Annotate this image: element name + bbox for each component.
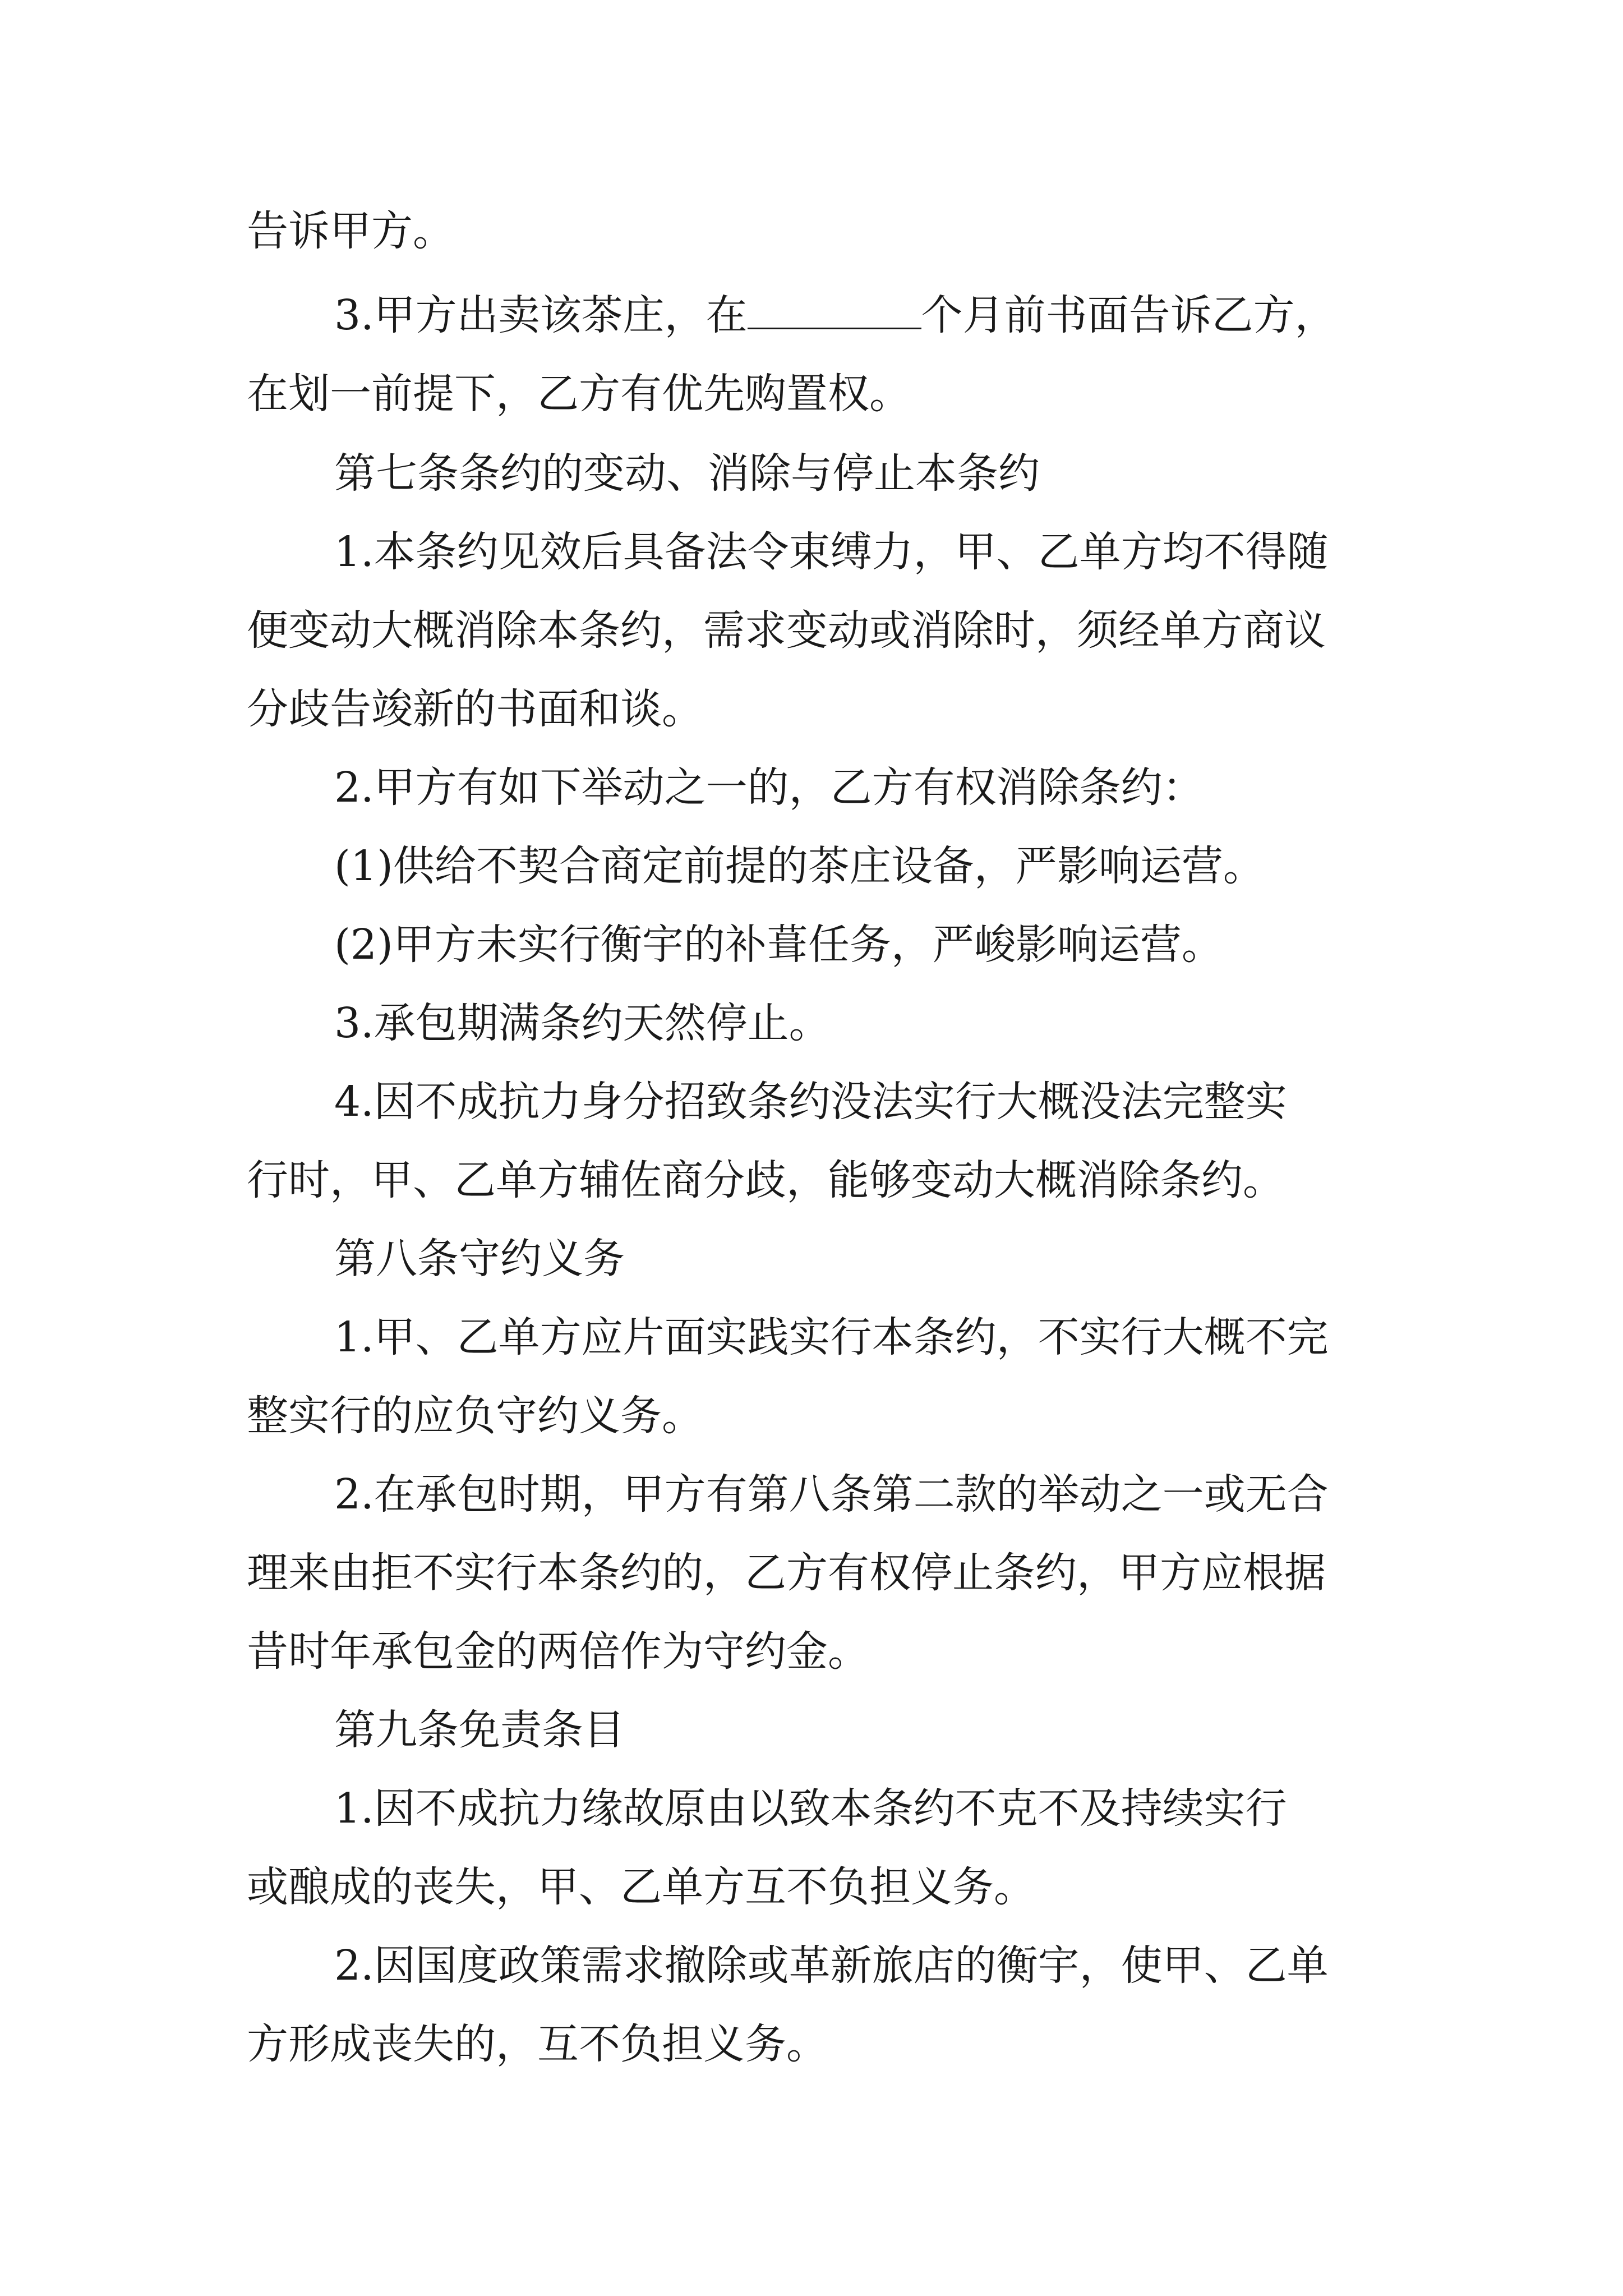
text-line: 2.甲方有如下举动之一的，乙方有权消除条约：	[334, 763, 1204, 812]
section-heading: 第九条免责条目	[334, 1706, 625, 1754]
text-segment: 个月前书面告诉乙方，	[921, 291, 1336, 339]
text-line: 在划一前提下，乙方有优先购置权。	[247, 370, 911, 418]
text-line: 方形成丧失的，互不负担义务。	[247, 2020, 828, 2068]
text-line	[334, 287, 1336, 343]
text-line: 2.在承包时期，甲方有第八条第二款的举动之一或无合	[334, 1470, 1329, 1519]
text-line: 2.因国度政策需求撤除或革新旅店的衡宇，使甲、乙单	[334, 1941, 1329, 1990]
text-segment: 3.甲方出卖该茶庄，在	[334, 291, 748, 339]
text-line: (1)供给不契合商定前提的茶庄设备，严影响运营。	[334, 842, 1265, 890]
text-line: 理来由拒不实行本条约的，乙方有权停止条约，甲方应根据	[247, 1549, 1326, 1597]
text-line: 便变动大概消除本条约，需求变动或消除时，须经单方商议	[247, 606, 1326, 655]
fill-in-blank[interactable]	[748, 294, 921, 329]
text-line: 1.本条约见效后具备法令束缚力，甲、乙单方均不得随	[334, 528, 1329, 576]
text-line: 昔时年承包金的两倍作为守约金。	[247, 1627, 869, 1676]
text-line: 告诉甲方。	[247, 207, 454, 255]
text-line: 1.因不成抗力缘故原由以致本条约不克不及持续实行	[334, 1784, 1287, 1833]
text-line: 3.承包期满条约天然停止。	[334, 999, 831, 1047]
section-heading: 第七条条约的变动、消除与停止本条约	[334, 449, 1040, 498]
text-line: (2)甲方未实行衡宇的补葺任务，严峻影响运营。	[334, 921, 1223, 969]
text-line: 分歧告竣新的书面和谈。	[247, 685, 703, 733]
text-line: 整实行的应负守约义务。	[247, 1392, 703, 1440]
text-line: 1.甲、乙单方应片面实践实行本条约，不实行大概不完	[334, 1313, 1329, 1361]
text-line: 行时，甲、乙单方辅佐商分歧，能够变动大概消除条约。	[247, 1156, 1284, 1204]
text-line: 4.因不成抗力身分招致条约没法实行大概没法完整实	[334, 1078, 1287, 1126]
text-line: 或酿成的丧失，甲、乙单方互不负担义务。	[247, 1863, 1035, 1911]
section-heading: 第八条守约义务	[334, 1235, 625, 1283]
